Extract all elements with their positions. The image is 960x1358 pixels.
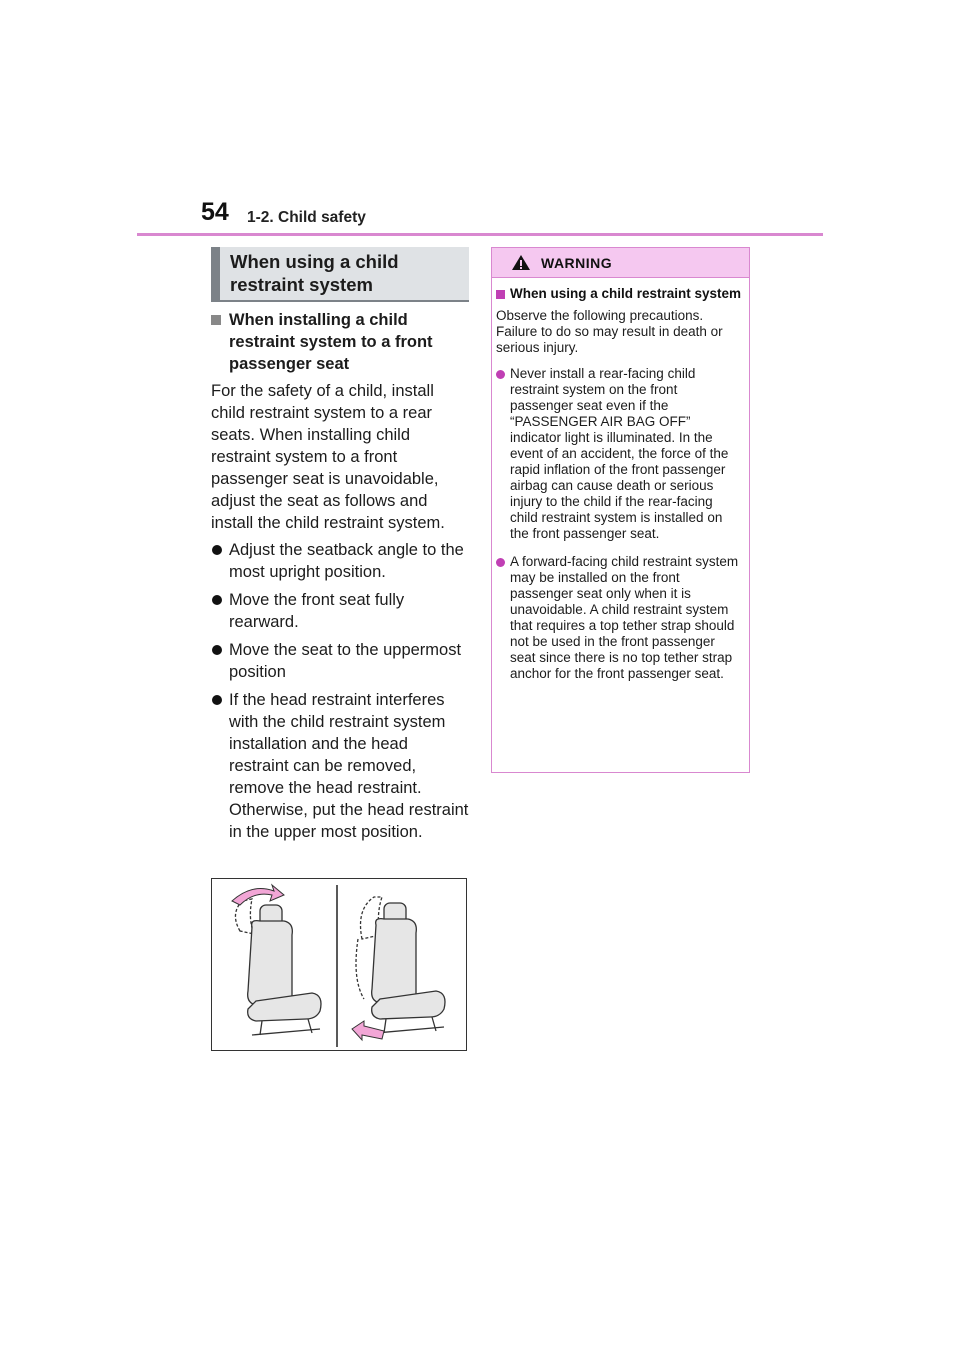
adjustment-list	[211, 539, 469, 849]
bullet-dot-icon	[212, 595, 222, 605]
warning-list	[496, 366, 743, 682]
subheading	[211, 309, 469, 375]
warning-subheading-text: When using a child restraint system	[510, 286, 742, 301]
warning-subheading	[496, 286, 743, 302]
list-item: If the head restraint interferes with the child restraint system installation and the head restraint can be removed, remove the head restraint. Otherwise, put the head restraint in the upper most position.	[211, 689, 469, 843]
seat-right-icon	[356, 897, 445, 1033]
main-column	[211, 247, 469, 841]
square-bullet-icon	[496, 290, 505, 299]
seat-recline-arrow-icon	[232, 885, 284, 905]
list-item: Never install a rear-facing child restraint system on the front passenger seat even if the “PASSENGER AIR BAG OFF” indicator light is illuminated. In the event of an accident, the force of the rapid inflation of the front passenger airbag can cause death or serious injury to the child if the rear-facing child restraint system is installed on the front passenger seat.	[496, 366, 743, 542]
bullet-dot-icon	[496, 370, 505, 379]
list-item: Adjust the seatback angle to the most upright position.	[211, 539, 469, 583]
list-item: A forward-facing child restraint system may be installed on the front passenger seat only when it is unavoidable. A child restraint system that requires a top tether strap should not be used in the front passenger seat since there is no top tether strap anchor for the front passenger seat.	[496, 554, 743, 682]
seat-illustration	[211, 878, 467, 1051]
heading-line-2: restraint system	[230, 274, 373, 295]
heading-line-1: When using a child	[230, 251, 399, 272]
subheading-text: When installing a child restraint system to a front passenger seat	[229, 311, 433, 373]
body-paragraph: For the safety of a child, install child restraint system to a rear seats. When installing child restraint system to a front passenger seat is unavoidable, adjust the seat as follows and install the child restraint system.	[211, 382, 445, 532]
square-bullet-icon	[211, 315, 221, 325]
header-divider	[137, 233, 823, 236]
section-title: 1-2. Child safety	[247, 209, 366, 226]
warning-label: WARNING	[541, 255, 613, 271]
bullet-dot-icon	[212, 695, 222, 705]
warning-header	[492, 248, 749, 278]
seat-slide-arrow-icon	[352, 1021, 384, 1040]
list-item: Move the seat to the uppermost position	[211, 639, 469, 683]
seat-left-icon	[235, 899, 321, 1035]
warning-intro: Observe the following precautions. Failure to do so may result in death or serious injury.	[496, 308, 723, 355]
seat-adjustment-figure	[212, 879, 466, 1050]
warning-box	[491, 247, 750, 773]
section-heading	[211, 247, 469, 302]
page-number: 54	[201, 198, 229, 226]
bullet-dot-icon	[496, 558, 505, 567]
bullet-dot-icon	[212, 545, 222, 555]
page-header	[0, 0, 960, 240]
bullet-dot-icon	[212, 645, 222, 655]
warning-triangle-icon	[511, 254, 531, 271]
list-item: Move the front seat fully rearward.	[211, 589, 469, 633]
